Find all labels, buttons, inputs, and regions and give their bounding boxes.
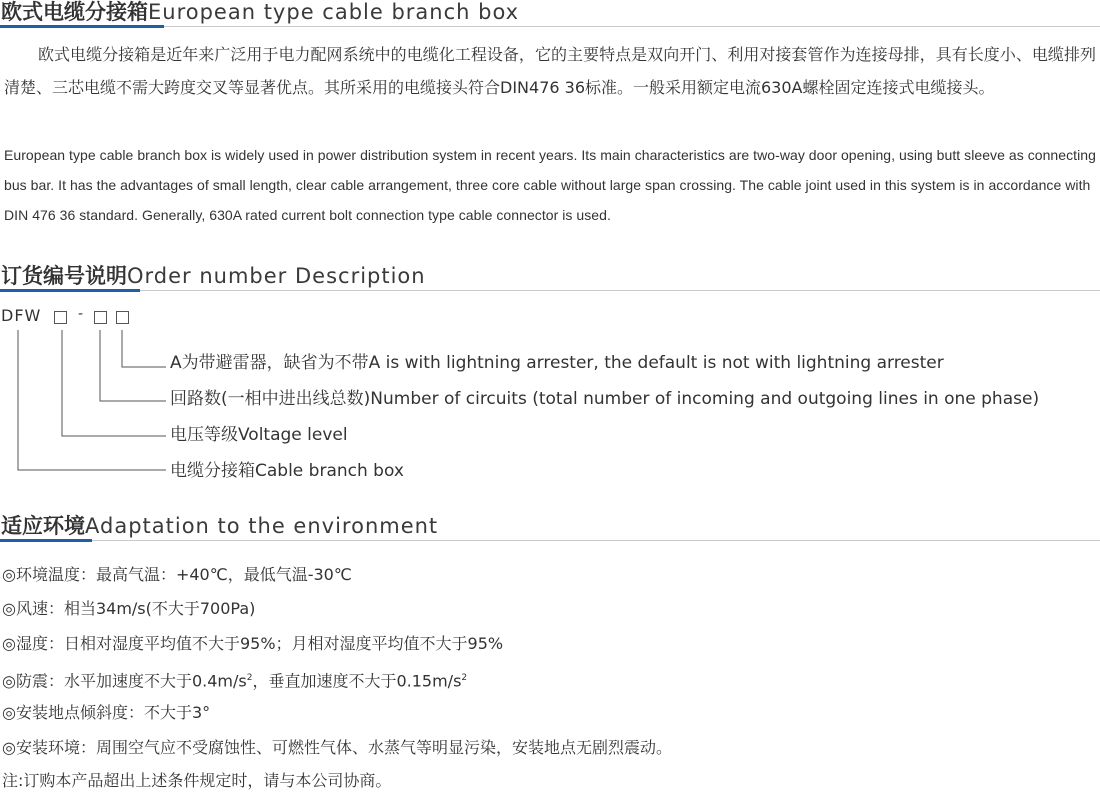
section-accent-bar [0, 25, 164, 28]
order-desc-cable-box: 电缆分接箱Cable branch box [170, 461, 404, 481]
env-temperature: ◎环境温度：最高气温：+40℃，最低气温-30℃ [2, 565, 352, 584]
order-code-prefix: DFW [1, 306, 42, 325]
section-accent-bar [0, 539, 92, 542]
connector-cable-box [18, 330, 166, 470]
connector-circuits [100, 330, 166, 401]
section-title: 适应环境Adaptation to the environment [1, 514, 439, 538]
connector-arrester [122, 330, 166, 367]
env-installation: ◎安装环境：周围空气应不受腐蚀性、可燃性气体、水蒸气等明显污染，安装地点无剧烈震动。 [2, 738, 672, 757]
code-slot-circuits [94, 311, 107, 324]
order-desc-circuits: 回路数(一相中进出线总数)Number of circuits (total number of incoming and outgoing lines in one phase) [170, 389, 1040, 409]
code-slot-voltage [54, 311, 67, 324]
env-seismic: ◎防震：水平加速度不大于$0.4m/s^2$，垂直加速度不大于$0.15m/s^2$ [2, 671, 468, 691]
section-title: 欧式电缆分接箱European type cable branch box [1, 0, 520, 24]
intro-paragraph-cn: 欧式电缆分接箱是近年来广泛用于电力配网系统中的电缆化工程设备，它的主要特点是双向开门、利用对接套管作为连接母排，具有长度小、电缆排列清楚、三芯电缆不需大跨度交叉等显著优点。其所采用的电缆接头符合DIN476 36标准。一般采用额定电流630A螺栓固定连接式电缆接头。 [4, 45, 1096, 97]
code-dash: - [78, 306, 84, 322]
order-desc-voltage: 电压等级Voltage level [170, 425, 348, 445]
order-desc-arrester: A为带避雷器，缺省为不带A is with lightning arrester, the default is not with lightning arrester [170, 353, 944, 373]
env-note: 注:订购本产品超出上述条件规定时，请与本公司协商。 [2, 771, 392, 790]
env-inclination: ◎安装地点倾斜度：不大于3° [2, 703, 211, 722]
section-title: 订货编号说明Order number Description [1, 264, 426, 288]
connector-voltage [62, 330, 166, 436]
code-slot-arrester [116, 311, 129, 324]
section-header-order-number [0, 264, 1100, 291]
intro-paragraph-en: European type cable branch box is widely used in power distribution system in recent years. Its main characteristics are two-way door opening, using butt sleeve as connecting bus bar. It has the advantages of small length, clear cable arrangement, three core cable without large span crossing. The cable joint used in this system is in accordance with DIN 476 36 standard. Generally, 630A rated current bolt connection type cable connector is used. [4, 147, 1096, 223]
env-wind-speed: ◎风速：相当34m/s(不大于700Pa) [2, 599, 256, 618]
section-header-cable-box [0, 0, 1100, 27]
section-accent-bar [0, 289, 140, 292]
env-humidity: ◎湿度：日相对湿度平均值不大于95%；月相对湿度平均值不大于95% [2, 634, 504, 653]
section-header-environment [0, 514, 1100, 541]
